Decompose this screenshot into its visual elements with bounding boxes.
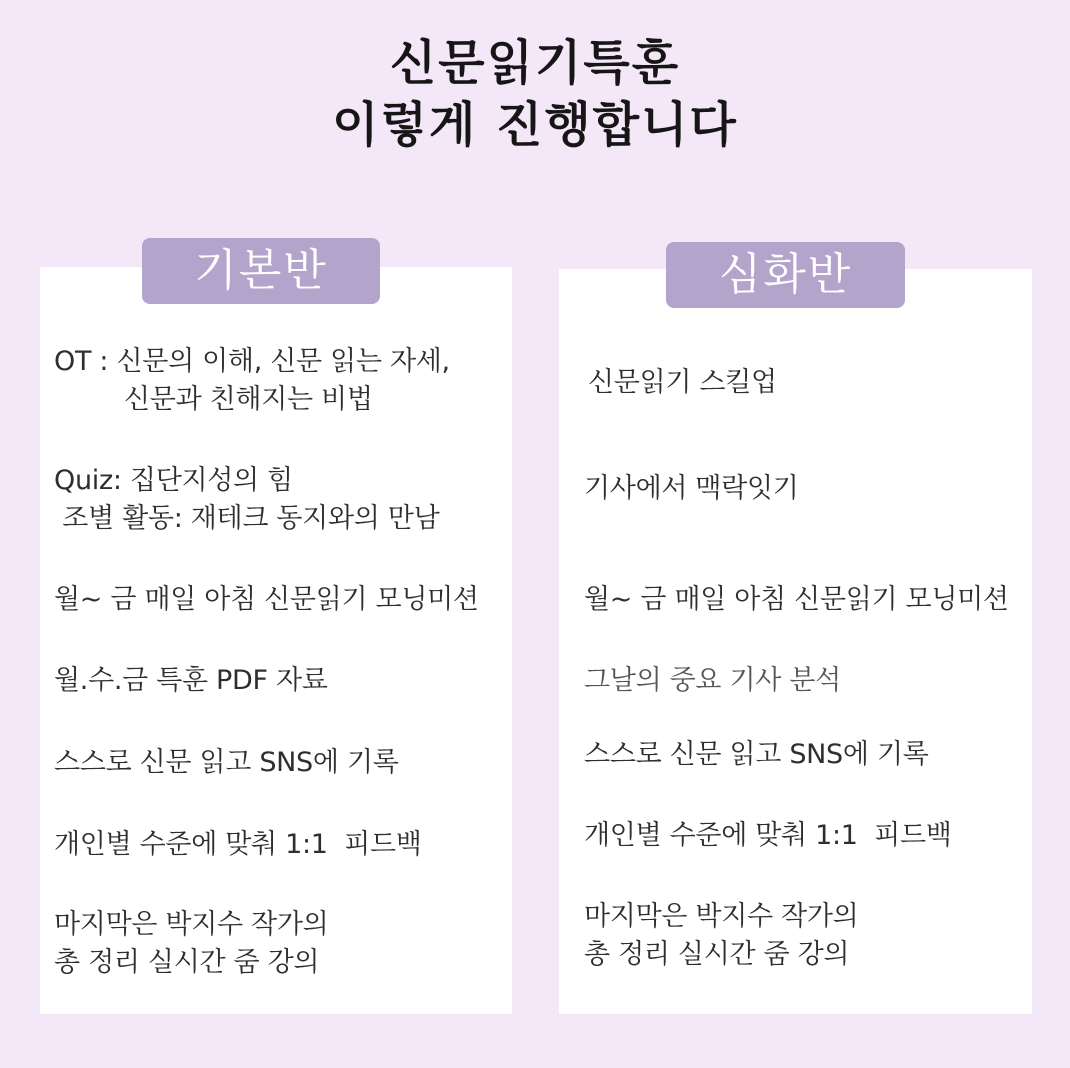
item-line: 기사에서 맥락잇기: [584, 473, 799, 504]
advanced-course-badge: 심화반: [666, 242, 905, 308]
item-line: 총 정리 실시간 줌 강의: [54, 947, 320, 978]
advanced-item-feedback: [584, 817, 952, 855]
item-line: 스스로 신문 읽고 SNS에 기록: [54, 747, 399, 778]
item-line: OT : 신문의 이해, 신문 읽는 자세,: [54, 346, 450, 377]
advanced-item-analysis: [584, 662, 841, 700]
item-line: 신문읽기 스킬업: [588, 367, 777, 398]
advanced-item-context: [584, 470, 799, 508]
title-line-2: 이렇게 진행합니다: [332, 97, 738, 153]
item-line: 개인별 수준에 맞춰 1:1 피드백: [54, 829, 422, 860]
title-line-1: 신문읽기특훈: [389, 35, 681, 91]
item-line: 조별 활동: 재테크 동지와의 만남: [54, 503, 440, 534]
advanced-item-zoom-lecture: [584, 898, 858, 974]
basic-item-quiz: [54, 462, 439, 538]
item-line: 월~ 금 매일 아침 신문읽기 모닝미션: [584, 584, 1009, 615]
page-title: [0, 32, 1070, 156]
advanced-item-morning-mission: [584, 581, 1009, 619]
basic-item-feedback: [54, 826, 422, 864]
item-line: 월.수.금 특훈 PDF 자료: [54, 665, 328, 696]
item-line: 개인별 수준에 맞춰 1:1 피드백: [584, 820, 952, 851]
item-line: 월~ 금 매일 아침 신문읽기 모닝미션: [54, 584, 479, 615]
basic-course-badge: 기본반: [142, 238, 380, 304]
item-line: 신문과 친해지는 비법: [124, 384, 373, 415]
advanced-item-skill-up: [588, 364, 777, 402]
item-line: 그날의 중요 기사 분석: [584, 665, 841, 696]
item-line: Quiz: 집단지성의 힘: [54, 465, 293, 496]
item-line: 마지막은 박지수 작가의: [54, 909, 329, 940]
item-line: 스스로 신문 읽고 SNS에 기록: [584, 739, 929, 770]
basic-item-zoom-lecture: [54, 906, 328, 982]
basic-item-orientation: [54, 343, 450, 419]
basic-item-pdf: [54, 662, 328, 700]
advanced-item-sns: [584, 736, 929, 774]
item-line: 마지막은 박지수 작가의: [584, 901, 859, 932]
item-line: 총 정리 실시간 줌 강의: [584, 939, 850, 970]
basic-item-sns: [54, 744, 399, 782]
basic-item-morning-mission: [54, 581, 479, 619]
